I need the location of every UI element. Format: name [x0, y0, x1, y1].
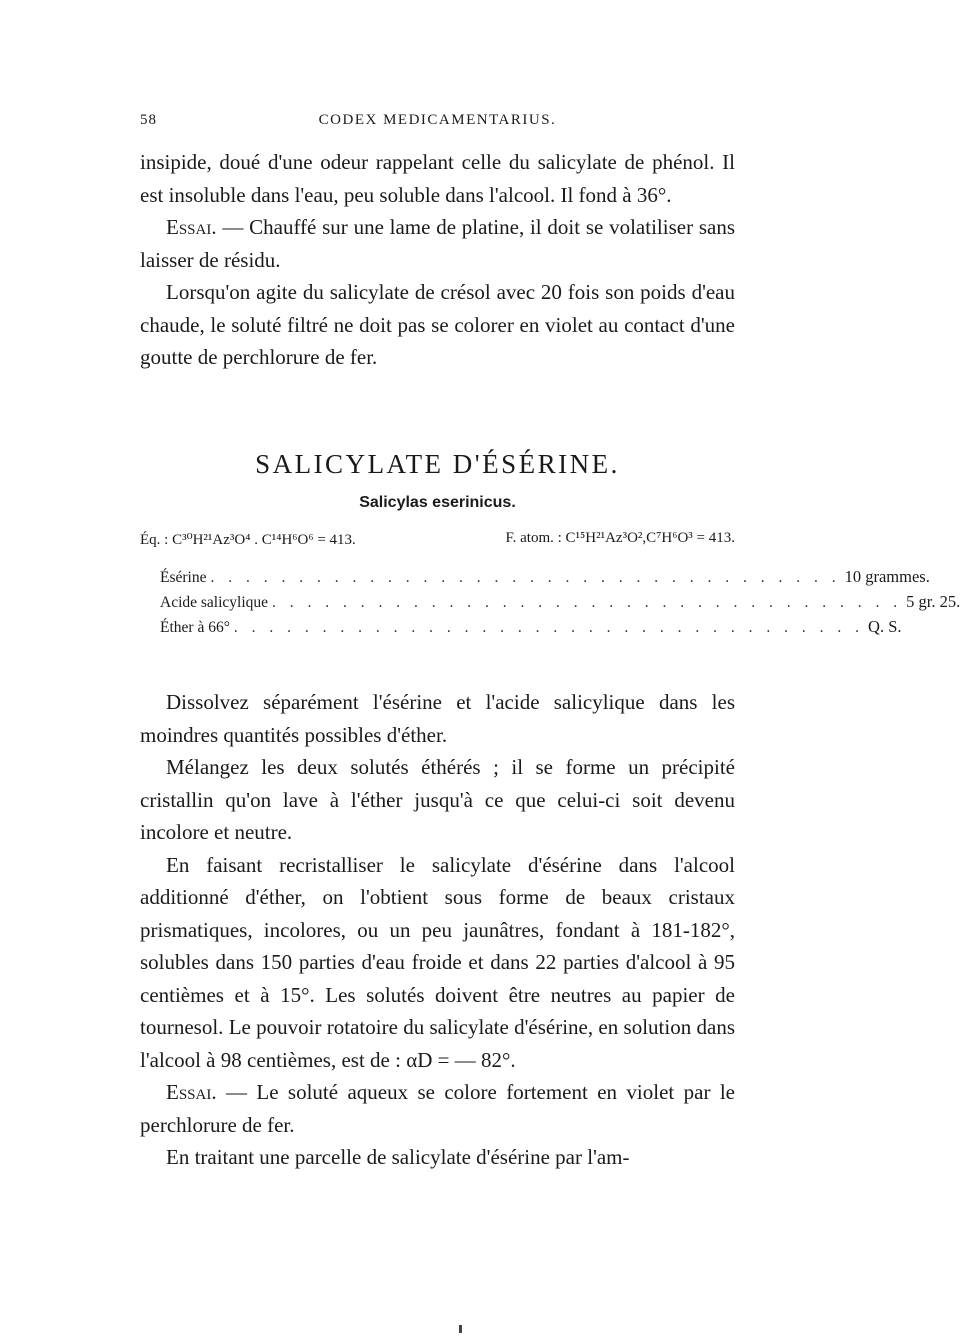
- paragraph: Mélangez les deux solutés éthérés ; il se forme un précipité cristallin qu'on lave à l'éther jusqu'à ce que celui-ci soit devenu incolore et neutre.: [140, 755, 735, 844]
- body-text: [140, 686, 735, 1174]
- essai-text: — Le soluté aqueux se colore fortement en violet par le perchlorure de fer.: [140, 1080, 735, 1137]
- paragraph: Dissolvez séparément l'ésérine et l'acide salicylique dans les moindres quantités possibles d'éther.: [140, 690, 735, 747]
- formula-atomic: F. atom. : C¹⁵H²¹Az³O²,C⁷H⁶O³ = 413.: [505, 530, 735, 546]
- intro-text: [140, 146, 735, 374]
- leader-dots: . . . . . . . . . . . . . . . . . . . . . . . . . . . . . . . . . . . .: [210, 569, 841, 586]
- running-header: [140, 112, 735, 136]
- paragraph: Lorsqu'on agite du salicylate de crésol avec 20 fois son poids d'eau chaude, le soluté filtré ne doit pas se colorer en violet au contact d'une goutte de perchlorure de fer.: [140, 280, 735, 369]
- paragraph-essai: [140, 211, 735, 276]
- essai-text: — Chauffé sur une lame de platine, il doit se volatiliser sans laisser de résidu.: [140, 215, 735, 272]
- section-title: SALICYLATE D'ÉSÉRINE.: [255, 449, 620, 479]
- ingredient-quantity: 10 grammes.: [844, 567, 930, 586]
- essai-label: Essai.: [166, 215, 217, 239]
- leader-dots: . . . . . . . . . . . . . . . . . . . . . . . . . . . . . . . . . . . .: [233, 619, 865, 636]
- ingredient-name: Acide salicylique: [160, 594, 269, 611]
- ink-speck: [459, 1325, 462, 1333]
- paragraph-essai: [140, 1076, 735, 1141]
- recipe-row: [160, 567, 930, 592]
- ingredient-name: Éther à 66°: [160, 619, 230, 636]
- recipe-row: [160, 617, 902, 642]
- paragraph: insipide, doué d'une odeur rappelant celle du salicylate de phénol. Il est insoluble dans l'eau, peu soluble dans l'alcool. Il fond à 36°.: [140, 150, 735, 207]
- recipe-row: [160, 592, 960, 617]
- ingredient-name: Ésérine: [160, 569, 207, 586]
- ingredient-quantity: Q. S.: [868, 617, 902, 636]
- ingredient-quantity: 5 gr. 25.: [906, 592, 960, 611]
- leader-dots: . . . . . . . . . . . . . . . . . . . . . . . . . . . . . . . . . . . .: [272, 594, 903, 611]
- running-title: CODEX MEDICAMENTARIUS.: [318, 112, 557, 128]
- paragraph: En faisant recristalliser le salicylate d'ésérine dans l'alcool additionné d'éther, on l'obtient sous forme de beaux cristaux prismatiques, incolores, ou un peu jaunâtres, fondant à 181-182°, solubles dans 150 parties d'eau froide et dans 22 parties d'alcool à 95 centièmes et à 15°. Les solutés doivent être neutres au papier de tournesol. Le pouvoir rotatoire du salicylate d'ésérine, en solution dans l'alcool à 98 centièmes, est de : αD = — 82°.: [140, 852, 735, 1072]
- essai-label: Essai.: [166, 1080, 217, 1104]
- formula-equivalent: Éq. : C³⁰H²¹Az³O⁴ . C¹⁴H⁶O⁶ = 413.: [140, 532, 356, 548]
- latin-name: Salicylas eserinicus.: [359, 494, 516, 511]
- recipe-table: [160, 567, 960, 642]
- page-number: 58: [140, 112, 157, 128]
- paragraph: En traitant une parcelle de salicylate d'ésérine par l'am-: [166, 1145, 630, 1169]
- formula-line: [140, 530, 735, 549]
